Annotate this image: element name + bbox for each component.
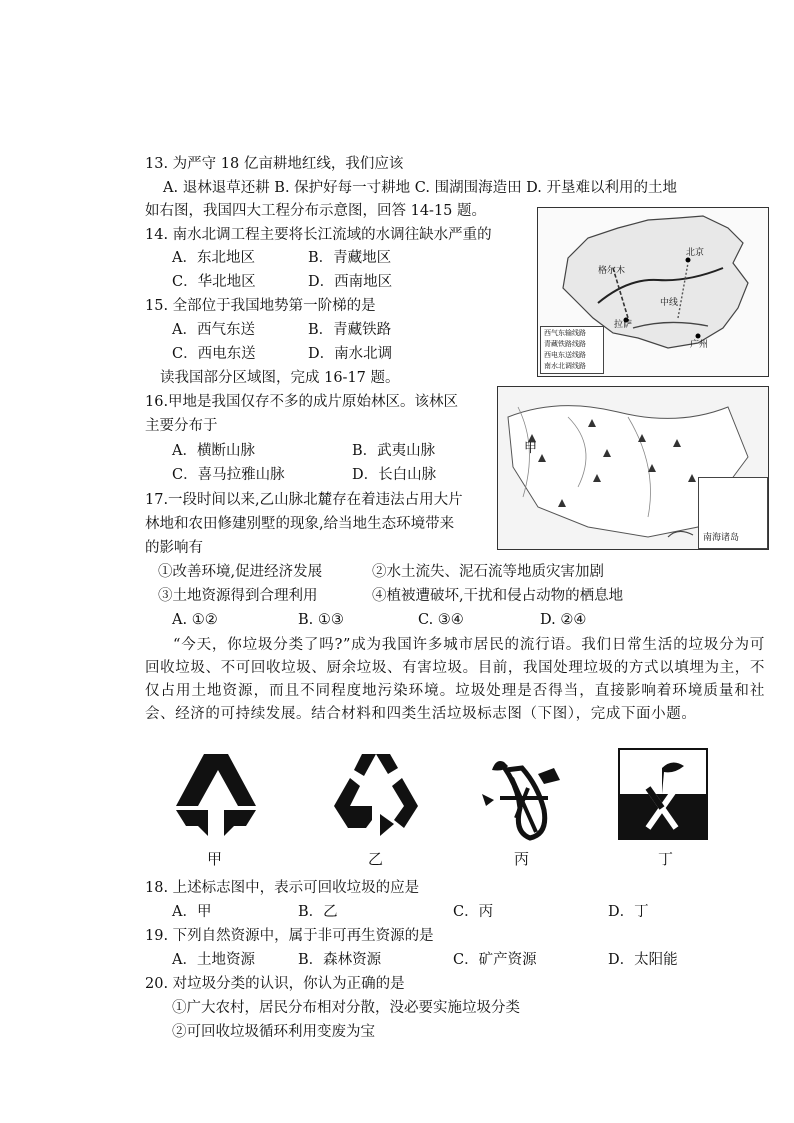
q16-option-a: A．横断山脉 xyxy=(172,443,255,459)
legend-item: 西气东输线路 xyxy=(544,329,586,337)
map1-intro: 如右图，我国四大工程分布示意图，回答 14-15 题。 xyxy=(145,203,487,219)
q13-options: A. 退林退草还耕 B. 保护好每一寸耕地 C. 围湖围海造田 D. 开垦难以利用的土地 xyxy=(163,180,678,196)
map1-legend xyxy=(540,326,604,374)
kitchen-waste-symbol-icon xyxy=(478,748,570,844)
recyclable-symbol-icon xyxy=(328,748,424,844)
q20-item-2: ②可回收垃圾循环利用变废为宝 xyxy=(172,1024,375,1040)
q20-stem: 20. 对垃圾分类的认识，你认为正确的是 xyxy=(145,976,405,992)
q17-item-4: ④植被遭破坏,干扰和侵占动物的栖息地 xyxy=(372,588,624,604)
symbol-caption-bing: 丙 xyxy=(514,850,530,868)
map2-intro: 读我国部分区域图，完成 16-17 题。 xyxy=(160,370,400,386)
q14-option-a: A．东北地区 xyxy=(172,250,255,266)
q17-item-1: ①改善环境,促进经济发展 xyxy=(158,564,323,580)
q16-option-d: D．长白山脉 xyxy=(352,467,437,483)
map1-label-guangzhou: 广州 xyxy=(690,340,709,350)
hazardous-waste-symbol-icon xyxy=(618,748,708,840)
south-sea-inset xyxy=(698,477,768,549)
q15-option-a: A．西气东送 xyxy=(172,322,255,338)
legend-item: 青藏铁路线路 xyxy=(544,340,586,348)
china-projects-map xyxy=(537,207,769,377)
q19-option-c: C．矿产资源 xyxy=(453,952,537,968)
q15-option-c: C．西电东送 xyxy=(172,346,256,362)
q17-stem-line1: 17.一段时间以来,乙山脉北麓存在着违法占用大片 xyxy=(145,492,463,508)
map1-label-zhongxian: 中线 xyxy=(660,298,679,308)
q19-option-a: A．土地资源 xyxy=(172,952,255,968)
q19-stem: 19. 下列自然资源中，属于非可再生资源的是 xyxy=(145,928,434,944)
legend-item: 南水北调线路 xyxy=(544,362,586,370)
q17-stem-line3: 的影响有 xyxy=(145,540,203,556)
q18-option-b: B．乙 xyxy=(298,904,338,920)
q17-stem-line2: 林地和农田修建别墅的现象,给当地生态环境带来 xyxy=(145,516,455,532)
q14-option-c: C．华北地区 xyxy=(172,274,256,290)
q16-stem-line1: 16.甲地是我国仅存不多的成片原始林区。该林区 xyxy=(145,394,459,410)
q16-option-b: B．武夷山脉 xyxy=(352,443,436,459)
region-map xyxy=(497,386,769,550)
q13-stem: 13. 为严守 18 亿亩耕地红线，我们应该 xyxy=(145,156,404,172)
q17-option-a: A. ①② xyxy=(172,612,218,628)
q17-option-d: D. ②④ xyxy=(540,612,587,628)
q19-option-b: B．森林资源 xyxy=(298,952,382,968)
q17-option-b: B. ①③ xyxy=(298,612,344,628)
map1-label-geermu: 格尔木 xyxy=(598,266,626,276)
legend-item: 西电东送线路 xyxy=(544,351,586,359)
symbol-caption-ding: 丁 xyxy=(658,850,674,868)
q18-stem: 18. 上述标志图中，表示可回收垃圾的应是 xyxy=(145,880,420,896)
q18-option-d: D．丁 xyxy=(608,904,649,920)
q14-stem: 14. 南水北调工程主要将长江流域的水调往缺水严重的 xyxy=(145,227,492,243)
map1-label-lasa: 拉萨 xyxy=(614,320,633,330)
symbol-caption-jia: 甲 xyxy=(207,850,223,868)
q19-option-d: D．太阳能 xyxy=(608,952,678,968)
non-recyclable-symbol-icon xyxy=(168,748,264,844)
q15-stem: 15. 全部位于我国地势第一阶梯的是 xyxy=(145,298,376,314)
q20-item-1: ①广大农村，居民分布相对分散，没必要实施垃圾分类 xyxy=(172,1000,520,1016)
garbage-passage: “今天，你垃圾分类了吗?”成为我国许多城市居民的流行语。我们日常生活的垃圾分为可回收垃圾、不可回收垃圾、厨余垃圾、有害垃圾。目前，我国处理垃圾的方式以填埋为主，不仅占用土地资源，而且不同程度地污染环境。垃圾处理是否得当，直接影响着环境质量和社会、经济的可持续发展。结合材料和四类生活垃圾标志图（下图），完成下面小题。 xyxy=(145,637,765,722)
q18-option-a: A．甲 xyxy=(172,904,212,920)
map2-label-jia: 甲 xyxy=(524,441,538,456)
q14-option-b: B．青藏地区 xyxy=(308,250,392,266)
q17-item-3: ③土地资源得到合理利用 xyxy=(158,588,318,604)
q16-stem-line2: 主要分布于 xyxy=(145,418,218,434)
inset-label: 南海诸岛 xyxy=(703,533,740,543)
q15-option-d: D．南水北调 xyxy=(308,346,393,362)
map1-label-beijing: 北京 xyxy=(686,248,705,258)
q16-option-c: C．喜马拉雅山脉 xyxy=(172,467,285,483)
q15-option-b: B．青藏铁路 xyxy=(308,322,392,338)
q14-option-d: D．西南地区 xyxy=(308,274,393,290)
q17-item-2: ②水土流失、泥石流等地质灾害加剧 xyxy=(372,564,604,580)
q17-option-c: C. ③④ xyxy=(418,612,464,628)
symbol-caption-yi: 乙 xyxy=(368,850,384,868)
q18-option-c: C．丙 xyxy=(453,904,494,920)
